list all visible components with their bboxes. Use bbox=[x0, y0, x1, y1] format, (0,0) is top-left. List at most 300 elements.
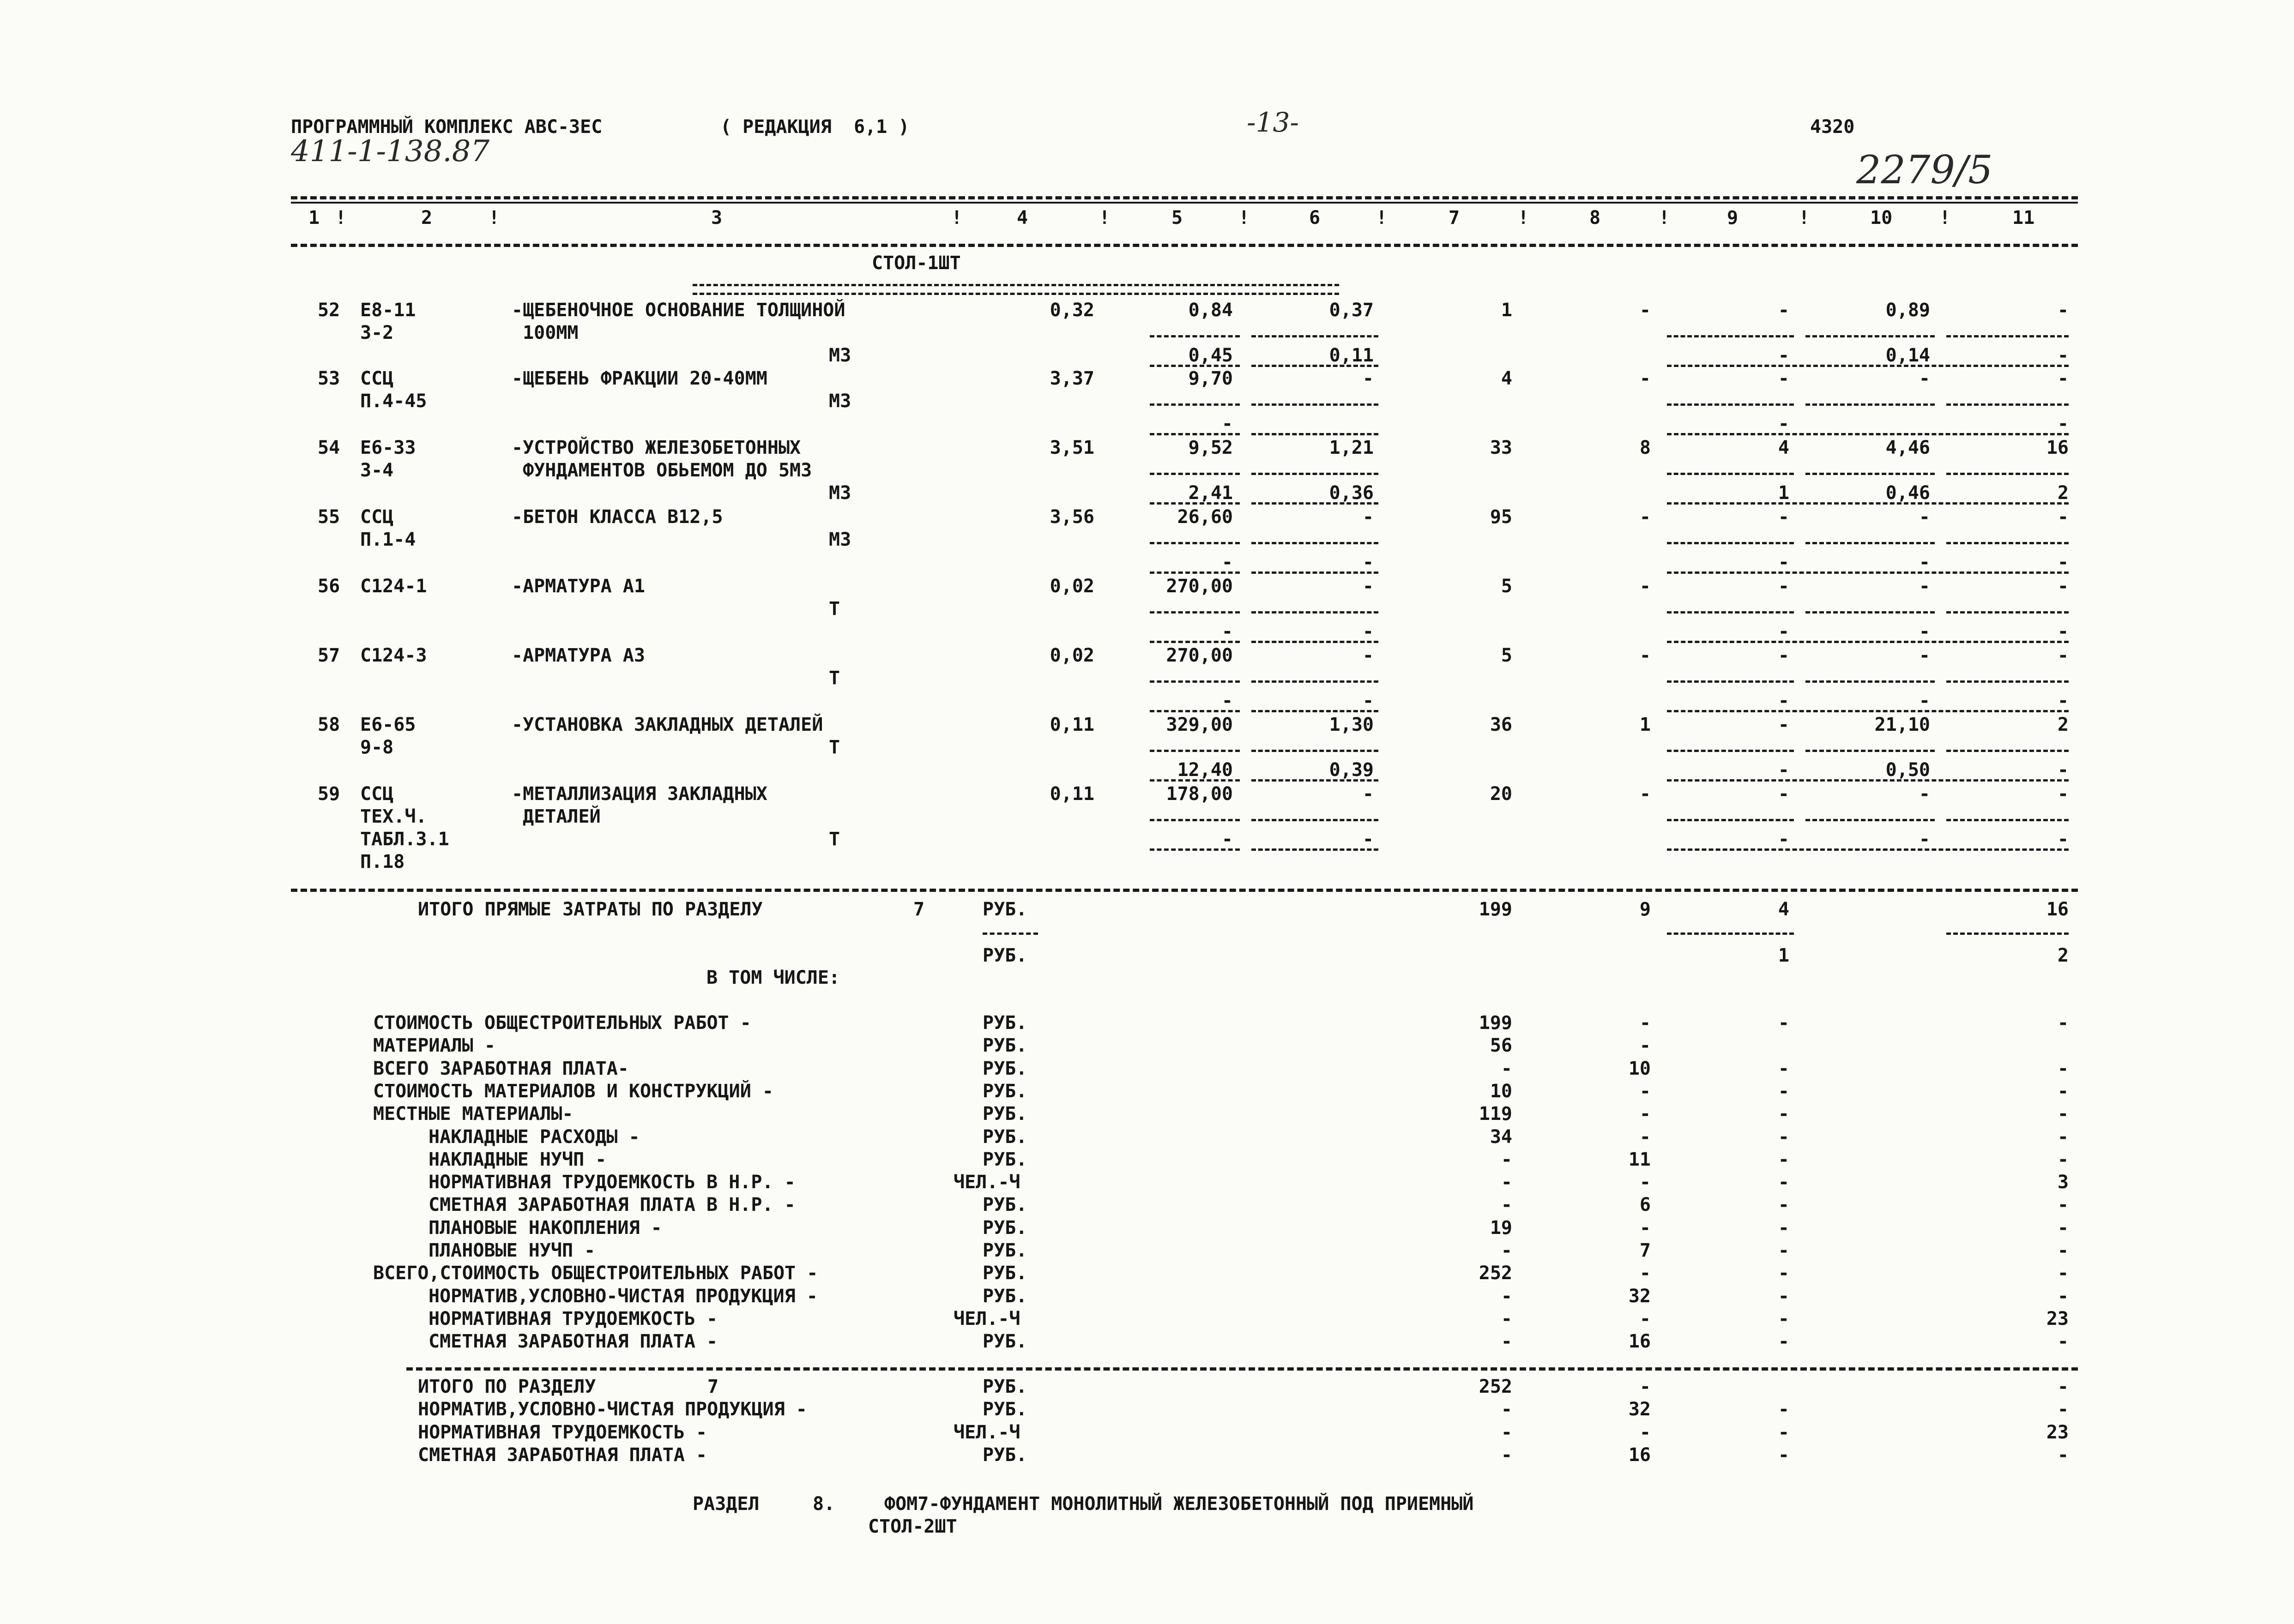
item-number: 55 bbox=[318, 506, 340, 528]
section-total-unit: РУБ. bbox=[983, 1399, 1027, 1420]
item-subtotal-rule bbox=[1251, 680, 1378, 683]
item-description: ДЕТАЛЕЙ bbox=[512, 806, 601, 827]
item-c11: - bbox=[2057, 368, 2069, 389]
section-total-unit: РУБ. bbox=[983, 1376, 1027, 1397]
item-norm-code: П.4-45 bbox=[360, 391, 427, 412]
item-c7: 1 bbox=[1501, 300, 1512, 321]
item-c4: 0,11 bbox=[1050, 783, 1094, 805]
item-c7: 20 bbox=[1490, 783, 1512, 805]
item-c6: - bbox=[1362, 645, 1374, 666]
column-separator-2: ! bbox=[489, 207, 500, 229]
breakdown-unit: ЧЕЛ.-Ч bbox=[954, 1308, 1020, 1329]
item-subtotal-rule bbox=[1150, 611, 1240, 614]
breakdown-c7: 252 bbox=[1479, 1263, 1512, 1284]
breakdown-c7: 119 bbox=[1479, 1103, 1512, 1125]
section-total-c8: 16 bbox=[1628, 1444, 1651, 1466]
section-total-unit: РУБ. bbox=[983, 1444, 1027, 1466]
column-separator-4: ! bbox=[1099, 207, 1111, 229]
item-subtotal-rule bbox=[1946, 403, 2069, 406]
project-number-handwritten: 411-1-138.87 bbox=[291, 134, 490, 168]
edition-label: ( РЕДАКЦИЯ 6,1 ) bbox=[720, 116, 910, 138]
item-c11: - bbox=[2057, 645, 2069, 666]
item-sub-c5: 12,40 bbox=[1177, 759, 1233, 781]
item-c9: - bbox=[1778, 783, 1789, 805]
subtitle-underline bbox=[693, 284, 1339, 295]
breakdown-c11: - bbox=[2057, 1058, 2069, 1079]
item-sub-c6: - bbox=[1362, 690, 1374, 711]
item-description: -МЕТАЛЛИЗАЦИЯ ЗАКЛАДНЫХ bbox=[512, 783, 767, 805]
item-description: ФУНДАМЕНТОВ ОБЬЕМОМ ДО 5М3 bbox=[512, 460, 812, 481]
item-c4: 0,32 bbox=[1050, 300, 1094, 321]
item-subtotal-rule bbox=[1150, 473, 1240, 475]
direct-costs-sub-c11: 2 bbox=[2057, 945, 2069, 966]
item-c5: 0,84 bbox=[1188, 300, 1233, 321]
item-c4: 0,11 bbox=[1050, 714, 1094, 735]
direct-costs-unit-rule bbox=[983, 932, 1038, 935]
breakdown-c11: - bbox=[2057, 1012, 2069, 1034]
breakdown-c8: 6 bbox=[1639, 1194, 1651, 1216]
item-c11: 16 bbox=[2046, 437, 2069, 458]
item-subtotal-rule bbox=[1946, 750, 2069, 752]
item-bottom-rule bbox=[1667, 433, 2069, 435]
breakdown-c11: - bbox=[2057, 1103, 2069, 1125]
item-subtotal-rule bbox=[1805, 335, 1935, 337]
breakdown-label: НОРМАТИВНАЯ ТРУДОЕМКОСТЬ В Н.Р. - bbox=[429, 1172, 796, 1193]
item-subtotal-rule bbox=[1667, 403, 1794, 406]
item-description: -УСТАНОВКА ЗАКЛАДНЫХ ДЕТАЛЕЙ bbox=[512, 714, 823, 735]
item-unit: М3 bbox=[829, 391, 851, 412]
breakdown-label: ПЛАНОВЫЕ НУЧП - bbox=[429, 1240, 596, 1261]
column-header-6: 6 bbox=[1309, 207, 1321, 229]
breakdown-c11: - bbox=[2057, 1149, 2069, 1170]
item-subtotal-rule bbox=[1251, 542, 1378, 544]
item-sub-c11: - bbox=[2057, 759, 2069, 781]
item-c10: - bbox=[1919, 645, 1930, 666]
item-c9: - bbox=[1778, 645, 1789, 666]
header-bottom-rule bbox=[291, 244, 2078, 247]
direct-costs-c9-rule bbox=[1667, 932, 1794, 935]
item-bottom-rule bbox=[1667, 710, 2069, 712]
breakdown-c7: - bbox=[1501, 1149, 1512, 1170]
breakdown-c9: - bbox=[1778, 1263, 1789, 1284]
item-number: 56 bbox=[318, 576, 340, 597]
item-c5: 9,52 bbox=[1188, 437, 1233, 458]
breakdown-c11: 23 bbox=[2046, 1308, 2069, 1329]
item-c4: 0,02 bbox=[1050, 645, 1094, 666]
item-norm-code: П.1-4 bbox=[360, 529, 416, 550]
breakdown-unit: РУБ. bbox=[983, 1331, 1027, 1353]
item-c6: - bbox=[1362, 783, 1374, 805]
item-sub-c11: - bbox=[2057, 621, 2069, 642]
item-sub-c5: - bbox=[1221, 552, 1233, 573]
item-subtotal-rule bbox=[1805, 680, 1935, 683]
section-title-line1: ФОМ7-ФУНДАМЕНТ МОНОЛИТНЫЙ ЖЕЛЕЗОБЕТОННЫЙ ПОД ПРИЕМНЫЙ bbox=[884, 1493, 1474, 1515]
column-header-10: 10 bbox=[1870, 207, 1893, 229]
item-sub-c11: - bbox=[2057, 829, 2069, 850]
item-bottom-rule bbox=[1251, 571, 1378, 574]
item-c4: 3,56 bbox=[1050, 506, 1094, 528]
item-subtotal-rule bbox=[1150, 542, 1240, 544]
breakdown-c8: - bbox=[1639, 1126, 1651, 1148]
breakdown-c11: - bbox=[2057, 1331, 2069, 1353]
breakdown-label: СТОИМОСТЬ МАТЕРИАЛОВ И КОНСТРУКЦИЙ - bbox=[373, 1080, 773, 1102]
item-c5: 26,60 bbox=[1177, 506, 1233, 528]
item-unit: Т bbox=[829, 598, 840, 620]
breakdown-unit: РУБ. bbox=[983, 1012, 1027, 1034]
item-norm-code: Е6-65 bbox=[360, 714, 416, 735]
item-subtotal-rule bbox=[1667, 680, 1794, 683]
column-header-11: 11 bbox=[2012, 207, 2035, 229]
section-total-label: НОРМАТИВ,УСЛОВНО-ЧИСТАЯ ПРОДУКЦИЯ - bbox=[418, 1399, 807, 1420]
item-norm-code: ТАБЛ.3.1 bbox=[360, 829, 449, 850]
item-c4: 3,51 bbox=[1050, 437, 1094, 458]
item-bottom-rule bbox=[1667, 641, 2069, 643]
breakdown-unit: РУБ. bbox=[983, 1058, 1027, 1079]
breakdown-label: ПЛАНОВЫЕ НАКОПЛЕНИЯ - bbox=[429, 1217, 662, 1239]
item-subtotal-rule bbox=[1946, 473, 2069, 475]
item-c7: 5 bbox=[1501, 576, 1512, 597]
item-sub-c11: - bbox=[2057, 690, 2069, 711]
direct-costs-c8: 9 bbox=[1639, 899, 1651, 920]
item-sub-c9: - bbox=[1778, 345, 1789, 366]
section-total-c9: - bbox=[1778, 1421, 1789, 1443]
item-number: 53 bbox=[318, 368, 340, 389]
item-c5: 270,00 bbox=[1166, 645, 1233, 666]
item-subtotal-rule bbox=[1251, 611, 1378, 614]
breakdown-c7: - bbox=[1501, 1194, 1512, 1216]
item-sub-c9: 1 bbox=[1778, 482, 1789, 504]
breakdown-unit: РУБ. bbox=[983, 1080, 1027, 1102]
item-c10: - bbox=[1919, 506, 1930, 528]
breakdown-label: ВСЕГО ЗАРАБОТНАЯ ПЛАТА- bbox=[373, 1058, 629, 1079]
breakdown-c7: 10 bbox=[1490, 1080, 1512, 1102]
item-unit: М3 bbox=[829, 482, 851, 504]
column-header-3: 3 bbox=[711, 207, 723, 229]
breakdown-c8: 7 bbox=[1639, 1240, 1651, 1261]
item-c8: 1 bbox=[1639, 714, 1651, 735]
direct-costs-unit: РУБ. bbox=[983, 899, 1027, 920]
item-c8: - bbox=[1639, 300, 1651, 321]
item-subtotal-rule bbox=[1667, 335, 1794, 337]
column-header-1: 1 bbox=[308, 207, 320, 229]
item-c7: 33 bbox=[1490, 437, 1512, 458]
column-separator-10: ! bbox=[1939, 207, 1951, 229]
header-top-rule bbox=[291, 196, 2078, 199]
item-sub-c6: - bbox=[1362, 829, 1374, 850]
breakdown-unit: РУБ. bbox=[983, 1240, 1027, 1261]
item-sub-c5: - bbox=[1221, 829, 1233, 850]
item-c8: - bbox=[1639, 368, 1651, 389]
breakdown-unit: РУБ. bbox=[983, 1149, 1027, 1170]
item-subtotal-rule bbox=[1805, 542, 1935, 544]
breakdown-unit: РУБ. bbox=[983, 1103, 1027, 1125]
column-separator-7: ! bbox=[1518, 207, 1529, 229]
item-bottom-rule bbox=[1251, 710, 1378, 712]
item-c10: - bbox=[1919, 368, 1930, 389]
item-c9: - bbox=[1778, 576, 1789, 597]
item-c10: - bbox=[1919, 783, 1930, 805]
item-subtotal-rule bbox=[1805, 819, 1935, 821]
item-subtotal-rule bbox=[1946, 335, 2069, 337]
breakdown-c7: 56 bbox=[1490, 1035, 1512, 1057]
item-subtotal-rule bbox=[1805, 750, 1935, 752]
breakdown-label: НОРМАТИВ,УСЛОВНО-ЧИСТАЯ ПРОДУКЦИЯ - bbox=[429, 1285, 818, 1307]
item-subtotal-rule bbox=[1667, 750, 1794, 752]
item-subtotal-rule bbox=[1150, 819, 1240, 821]
breakdown-c9: - bbox=[1778, 1194, 1789, 1216]
section-total-c8: 32 bbox=[1628, 1399, 1651, 1420]
item-sub-c9: - bbox=[1778, 690, 1789, 711]
section-title-line2: СТОЛ-2ШТ bbox=[868, 1516, 957, 1537]
section-total-c11: - bbox=[2057, 1399, 2069, 1420]
breakdown-unit: РУБ. bbox=[983, 1217, 1027, 1239]
item-sub-c11: - bbox=[2057, 345, 2069, 366]
item-bottom-rule bbox=[1251, 848, 1378, 851]
column-separator-9: ! bbox=[1799, 207, 1810, 229]
item-bottom-rule bbox=[1251, 641, 1378, 643]
item-c4: 0,02 bbox=[1050, 576, 1094, 597]
item-c5: 270,00 bbox=[1166, 576, 1233, 597]
item-sub-c11: - bbox=[2057, 413, 2069, 434]
breakdown-c9: - bbox=[1778, 1172, 1789, 1193]
item-c5: 329,00 bbox=[1166, 714, 1233, 735]
item-sub-c6: 0,39 bbox=[1329, 759, 1374, 781]
item-subtotal-rule bbox=[1251, 473, 1378, 475]
item-c6: - bbox=[1362, 506, 1374, 528]
breakdown-c9: - bbox=[1778, 1103, 1789, 1125]
item-bottom-rule bbox=[1667, 779, 2069, 782]
item-bottom-rule bbox=[1667, 365, 2069, 367]
breakdown-unit: ЧЕЛ.-Ч bbox=[954, 1172, 1020, 1193]
breakdown-c8: - bbox=[1639, 1263, 1651, 1284]
item-subtotal-rule bbox=[1667, 819, 1794, 821]
breakdown-c9: - bbox=[1778, 1149, 1789, 1170]
item-c8: - bbox=[1639, 645, 1651, 666]
item-c7: 5 bbox=[1501, 645, 1512, 666]
column-separator-3: ! bbox=[951, 207, 963, 229]
column-header-8: 8 bbox=[1589, 207, 1601, 229]
breakdown-c9: - bbox=[1778, 1217, 1789, 1239]
direct-costs-c11: 16 bbox=[2046, 899, 2069, 920]
direct-costs-c7: 199 bbox=[1479, 899, 1512, 920]
item-c10: 0,89 bbox=[1885, 300, 1930, 321]
item-c7: 36 bbox=[1490, 714, 1512, 735]
item-subtotal-rule bbox=[1251, 750, 1378, 752]
item-c6: 1,30 bbox=[1329, 714, 1374, 735]
section-total-c9: - bbox=[1778, 1444, 1789, 1466]
breakdown-c11: - bbox=[2057, 1217, 2069, 1239]
breakdown-c11: - bbox=[2057, 1240, 2069, 1261]
section-total-c11: - bbox=[2057, 1444, 2069, 1466]
breakdown-c8: 10 bbox=[1628, 1058, 1651, 1079]
item-norm-code: ССЦ bbox=[360, 368, 394, 389]
item-unit: Т bbox=[829, 829, 840, 850]
section-total-c7: - bbox=[1501, 1444, 1512, 1466]
section-total-rule bbox=[406, 1367, 2078, 1371]
item-c11: - bbox=[2057, 576, 2069, 597]
item-c9: - bbox=[1778, 714, 1789, 735]
item-c4: 3,37 bbox=[1050, 368, 1094, 389]
direct-costs-section-number: 7 bbox=[913, 899, 925, 920]
section-total-label: НОРМАТИВНАЯ ТРУДОЕМКОСТЬ - bbox=[418, 1421, 707, 1443]
breakdown-c7: - bbox=[1501, 1285, 1512, 1307]
item-subtotal-rule bbox=[1251, 403, 1378, 406]
item-subtotal-rule bbox=[1946, 542, 2069, 544]
column-separator-6: ! bbox=[1376, 207, 1388, 229]
section-total-number: 7 bbox=[707, 1376, 719, 1397]
item-sub-c5: 2,41 bbox=[1188, 482, 1233, 504]
item-c10: - bbox=[1919, 576, 1930, 597]
breakdown-c9: - bbox=[1778, 1331, 1789, 1353]
item-c9: - bbox=[1778, 300, 1789, 321]
direct-costs-label: ИТОГО ПРЯМЫЕ ЗАТРАТЫ ПО РАЗДЕЛУ bbox=[418, 899, 763, 920]
item-sub-c5: - bbox=[1221, 413, 1233, 434]
breakdown-label: СТОИМОСТЬ ОБЩЕСТРОИТЕЛЬНЫХ РАБОТ - bbox=[373, 1012, 751, 1034]
table-subtitle: СТОЛ-1ШТ bbox=[872, 253, 961, 274]
column-separator-5: ! bbox=[1238, 207, 1250, 229]
item-c8: 8 bbox=[1639, 437, 1651, 458]
breakdown-c8: 32 bbox=[1628, 1285, 1651, 1307]
breakdown-c11: - bbox=[2057, 1080, 2069, 1102]
breakdown-c7: 34 bbox=[1490, 1126, 1512, 1148]
item-number: 57 bbox=[318, 645, 340, 666]
breakdown-c7: - bbox=[1501, 1058, 1512, 1079]
item-c11: - bbox=[2057, 783, 2069, 805]
item-subtotal-rule bbox=[1150, 403, 1240, 406]
item-norm-code: ТЕХ.Ч. bbox=[360, 806, 427, 827]
section-total-c9: - bbox=[1778, 1399, 1789, 1420]
breakdown-c8: 16 bbox=[1628, 1331, 1651, 1353]
item-subtotal-rule bbox=[1251, 819, 1378, 821]
section-total-c7: - bbox=[1501, 1421, 1512, 1443]
item-norm-code: ССЦ bbox=[360, 783, 394, 805]
item-bottom-rule bbox=[1667, 848, 2069, 851]
item-c5: 9,70 bbox=[1188, 368, 1233, 389]
breakdown-c9: - bbox=[1778, 1285, 1789, 1307]
item-sub-c11: - bbox=[2057, 552, 2069, 573]
breakdown-c7: - bbox=[1501, 1308, 1512, 1329]
breakdown-c9: - bbox=[1778, 1012, 1789, 1034]
item-sub-c10: - bbox=[1919, 690, 1930, 711]
item-sub-c5: - bbox=[1221, 621, 1233, 642]
item-sub-c5: - bbox=[1221, 690, 1233, 711]
item-subtotal-rule bbox=[1946, 819, 2069, 821]
item-sub-c10: 0,46 bbox=[1885, 482, 1930, 504]
direct-costs-rule bbox=[291, 889, 2078, 892]
item-sub-c6: - bbox=[1362, 552, 1374, 573]
column-separator-1: ! bbox=[335, 207, 347, 229]
item-number: 58 bbox=[318, 714, 340, 735]
item-c5: 178,00 bbox=[1166, 783, 1233, 805]
breakdown-label: СМЕТНАЯ ЗАРАБОТНАЯ ПЛАТА - bbox=[429, 1331, 718, 1353]
item-norm-code: П.18 bbox=[360, 851, 405, 872]
item-description: -ЩЕБЕНЬ ФРАКЦИИ 20-40ММ bbox=[512, 368, 767, 389]
item-subtotal-rule bbox=[1667, 473, 1794, 475]
item-sub-c9: - bbox=[1778, 621, 1789, 642]
breakdown-c9: - bbox=[1778, 1308, 1789, 1329]
item-description: -АРМАТУРА А3 bbox=[512, 645, 645, 666]
breakdown-c7: - bbox=[1501, 1172, 1512, 1193]
item-norm-code: С124-1 bbox=[360, 576, 427, 597]
item-sub-c9: - bbox=[1778, 759, 1789, 781]
item-norm-code: С124-3 bbox=[360, 645, 427, 666]
item-number: 59 bbox=[318, 783, 340, 805]
item-subtotal-rule bbox=[1805, 473, 1935, 475]
breakdown-c11: - bbox=[2057, 1194, 2069, 1216]
item-c11: 2 bbox=[2057, 714, 2069, 735]
item-norm-code: Е6-33 bbox=[360, 437, 416, 458]
item-c11: - bbox=[2057, 506, 2069, 528]
item-sub-c5: 0,45 bbox=[1188, 345, 1233, 366]
item-sub-c6: 0,11 bbox=[1329, 345, 1374, 366]
column-separator-8: ! bbox=[1659, 207, 1670, 229]
breakdown-label: СМЕТНАЯ ЗАРАБОТНАЯ ПЛАТА В Н.Р. - bbox=[429, 1194, 796, 1216]
item-c7: 4 bbox=[1501, 368, 1512, 389]
item-sub-c10: 0,50 bbox=[1885, 759, 1930, 781]
including-label: В ТОМ ЧИСЛЕ: bbox=[706, 967, 840, 988]
breakdown-label: НАКЛАДНЫЕ НУЧП - bbox=[429, 1149, 607, 1170]
item-sub-c6: 0,36 bbox=[1329, 482, 1374, 504]
item-subtotal-rule bbox=[1805, 403, 1935, 406]
breakdown-label: НАКЛАДНЫЕ РАСХОДЫ - bbox=[429, 1126, 640, 1148]
section-total-label: СМЕТНАЯ ЗАРАБОТНАЯ ПЛАТА - bbox=[418, 1444, 707, 1466]
item-subtotal-rule bbox=[1667, 611, 1794, 614]
item-number: 52 bbox=[318, 300, 340, 321]
breakdown-unit: РУБ. bbox=[983, 1194, 1027, 1216]
direct-costs-c11-rule bbox=[1946, 932, 2069, 935]
item-sub-c6: - bbox=[1362, 621, 1374, 642]
item-bottom-rule bbox=[1667, 502, 2069, 505]
item-c8: - bbox=[1639, 506, 1651, 528]
section-label: РАЗДЕЛ bbox=[693, 1493, 760, 1515]
breakdown-c11: - bbox=[2057, 1285, 2069, 1307]
section-total-unit: ЧЕЛ.-Ч bbox=[954, 1421, 1020, 1443]
breakdown-label: МАТЕРИАЛЫ - bbox=[373, 1035, 495, 1057]
breakdown-c7: - bbox=[1501, 1240, 1512, 1261]
breakdown-c7: 19 bbox=[1490, 1217, 1512, 1239]
breakdown-c8: - bbox=[1639, 1308, 1651, 1329]
breakdown-c8: 11 bbox=[1628, 1149, 1651, 1170]
breakdown-c9: - bbox=[1778, 1126, 1789, 1148]
item-subtotal-rule bbox=[1150, 680, 1240, 683]
breakdown-c11: 3 bbox=[2057, 1172, 2069, 1193]
item-norm-code: 3-2 bbox=[360, 322, 394, 343]
item-c10: 4,46 bbox=[1885, 437, 1930, 458]
item-c10: 21,10 bbox=[1874, 714, 1930, 735]
item-c11: - bbox=[2057, 300, 2069, 321]
breakdown-c8: - bbox=[1639, 1217, 1651, 1239]
column-header-5: 5 bbox=[1171, 207, 1183, 229]
breakdown-c8: - bbox=[1639, 1035, 1651, 1057]
item-description: -БЕТОН КЛАССА В12,5 bbox=[512, 506, 723, 528]
item-c9: 4 bbox=[1778, 437, 1789, 458]
item-sub-c9: - bbox=[1778, 552, 1789, 573]
document-code: 4320 bbox=[1810, 116, 1855, 138]
item-description: 100ММ bbox=[512, 322, 579, 343]
item-norm-code: Е8-11 bbox=[360, 300, 416, 321]
item-subtotal-rule bbox=[1150, 335, 1240, 337]
item-sub-c10: - bbox=[1919, 829, 1930, 850]
breakdown-unit: РУБ. bbox=[983, 1126, 1027, 1148]
item-subtotal-rule bbox=[1667, 542, 1794, 544]
item-subtotal-rule bbox=[1150, 750, 1240, 752]
section-total-c8: - bbox=[1639, 1376, 1651, 1397]
item-description: -АРМАТУРА А1 bbox=[512, 576, 645, 597]
breakdown-c8: - bbox=[1639, 1103, 1651, 1125]
item-c9: - bbox=[1778, 368, 1789, 389]
breakdown-unit: РУБ. bbox=[983, 1035, 1027, 1057]
item-subtotal-rule bbox=[1805, 611, 1935, 614]
